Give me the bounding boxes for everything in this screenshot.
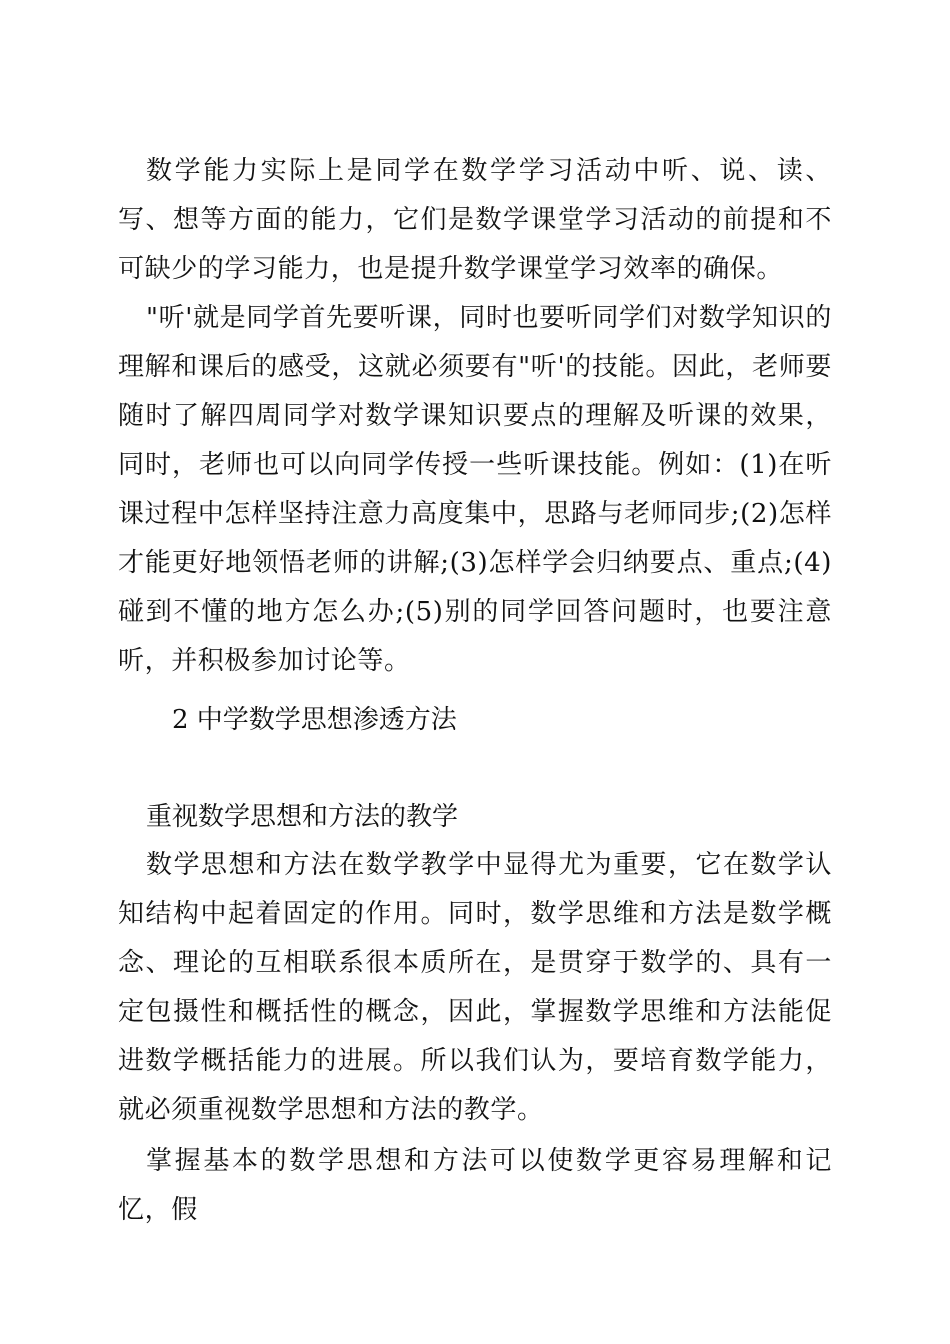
paragraph-math-ability: 数学能力实际上是同学在数学学习活动中听、说、读、写、想等方面的能力，它们是数学课堂学习活动的前提和不可缺少的学习能力，也是提升数学课堂学习效率的确保。 — [118, 156, 832, 284]
paragraph-listening-skills: "听'就是同学首先要听课，同时也要听同学们对数学知识的理解和课后的感受，这就必须要有"听'的技能。因此，老师要随时了解四周同学对数学课知识要点的理解及听课的效果，同时，老师也可以向同学传授一些听课技能。例如：(1)在听课过程中怎样坚持注意力高度集中，思路与老师同步;(2)怎样才能更好地领悟老师的讲解;(3)怎样学会归纳要点、重点;(4)碰到不懂的地方怎么办;(5)别的同学回答问题时，也要注意听，并积极参加讨论等。 — [118, 303, 832, 676]
paragraph-math-thinking: 数学思想和方法在数学教学中显得尤为重要，它在数学认知结构中起着固定的作用。同时，数学思维和方法是数学概念、理论的互相联系很本质所在，是贯穿于数学的、具有一定包摄性和概括性的概念，因此，掌握数学思维和方法能促进数学概括能力的进展。所以我们认为，要培育数学能力，就必须重视数学思想和方法的教学。 — [118, 850, 832, 1125]
subsection-heading: 重视数学思想和方法的教学 — [146, 802, 459, 832]
paragraph-basic-methods: 掌握基本的数学思想和方法可以使数学更容易理解和记忆，假 — [118, 1146, 832, 1225]
section-heading: 2 中学数学思想渗透方法 — [172, 705, 457, 735]
